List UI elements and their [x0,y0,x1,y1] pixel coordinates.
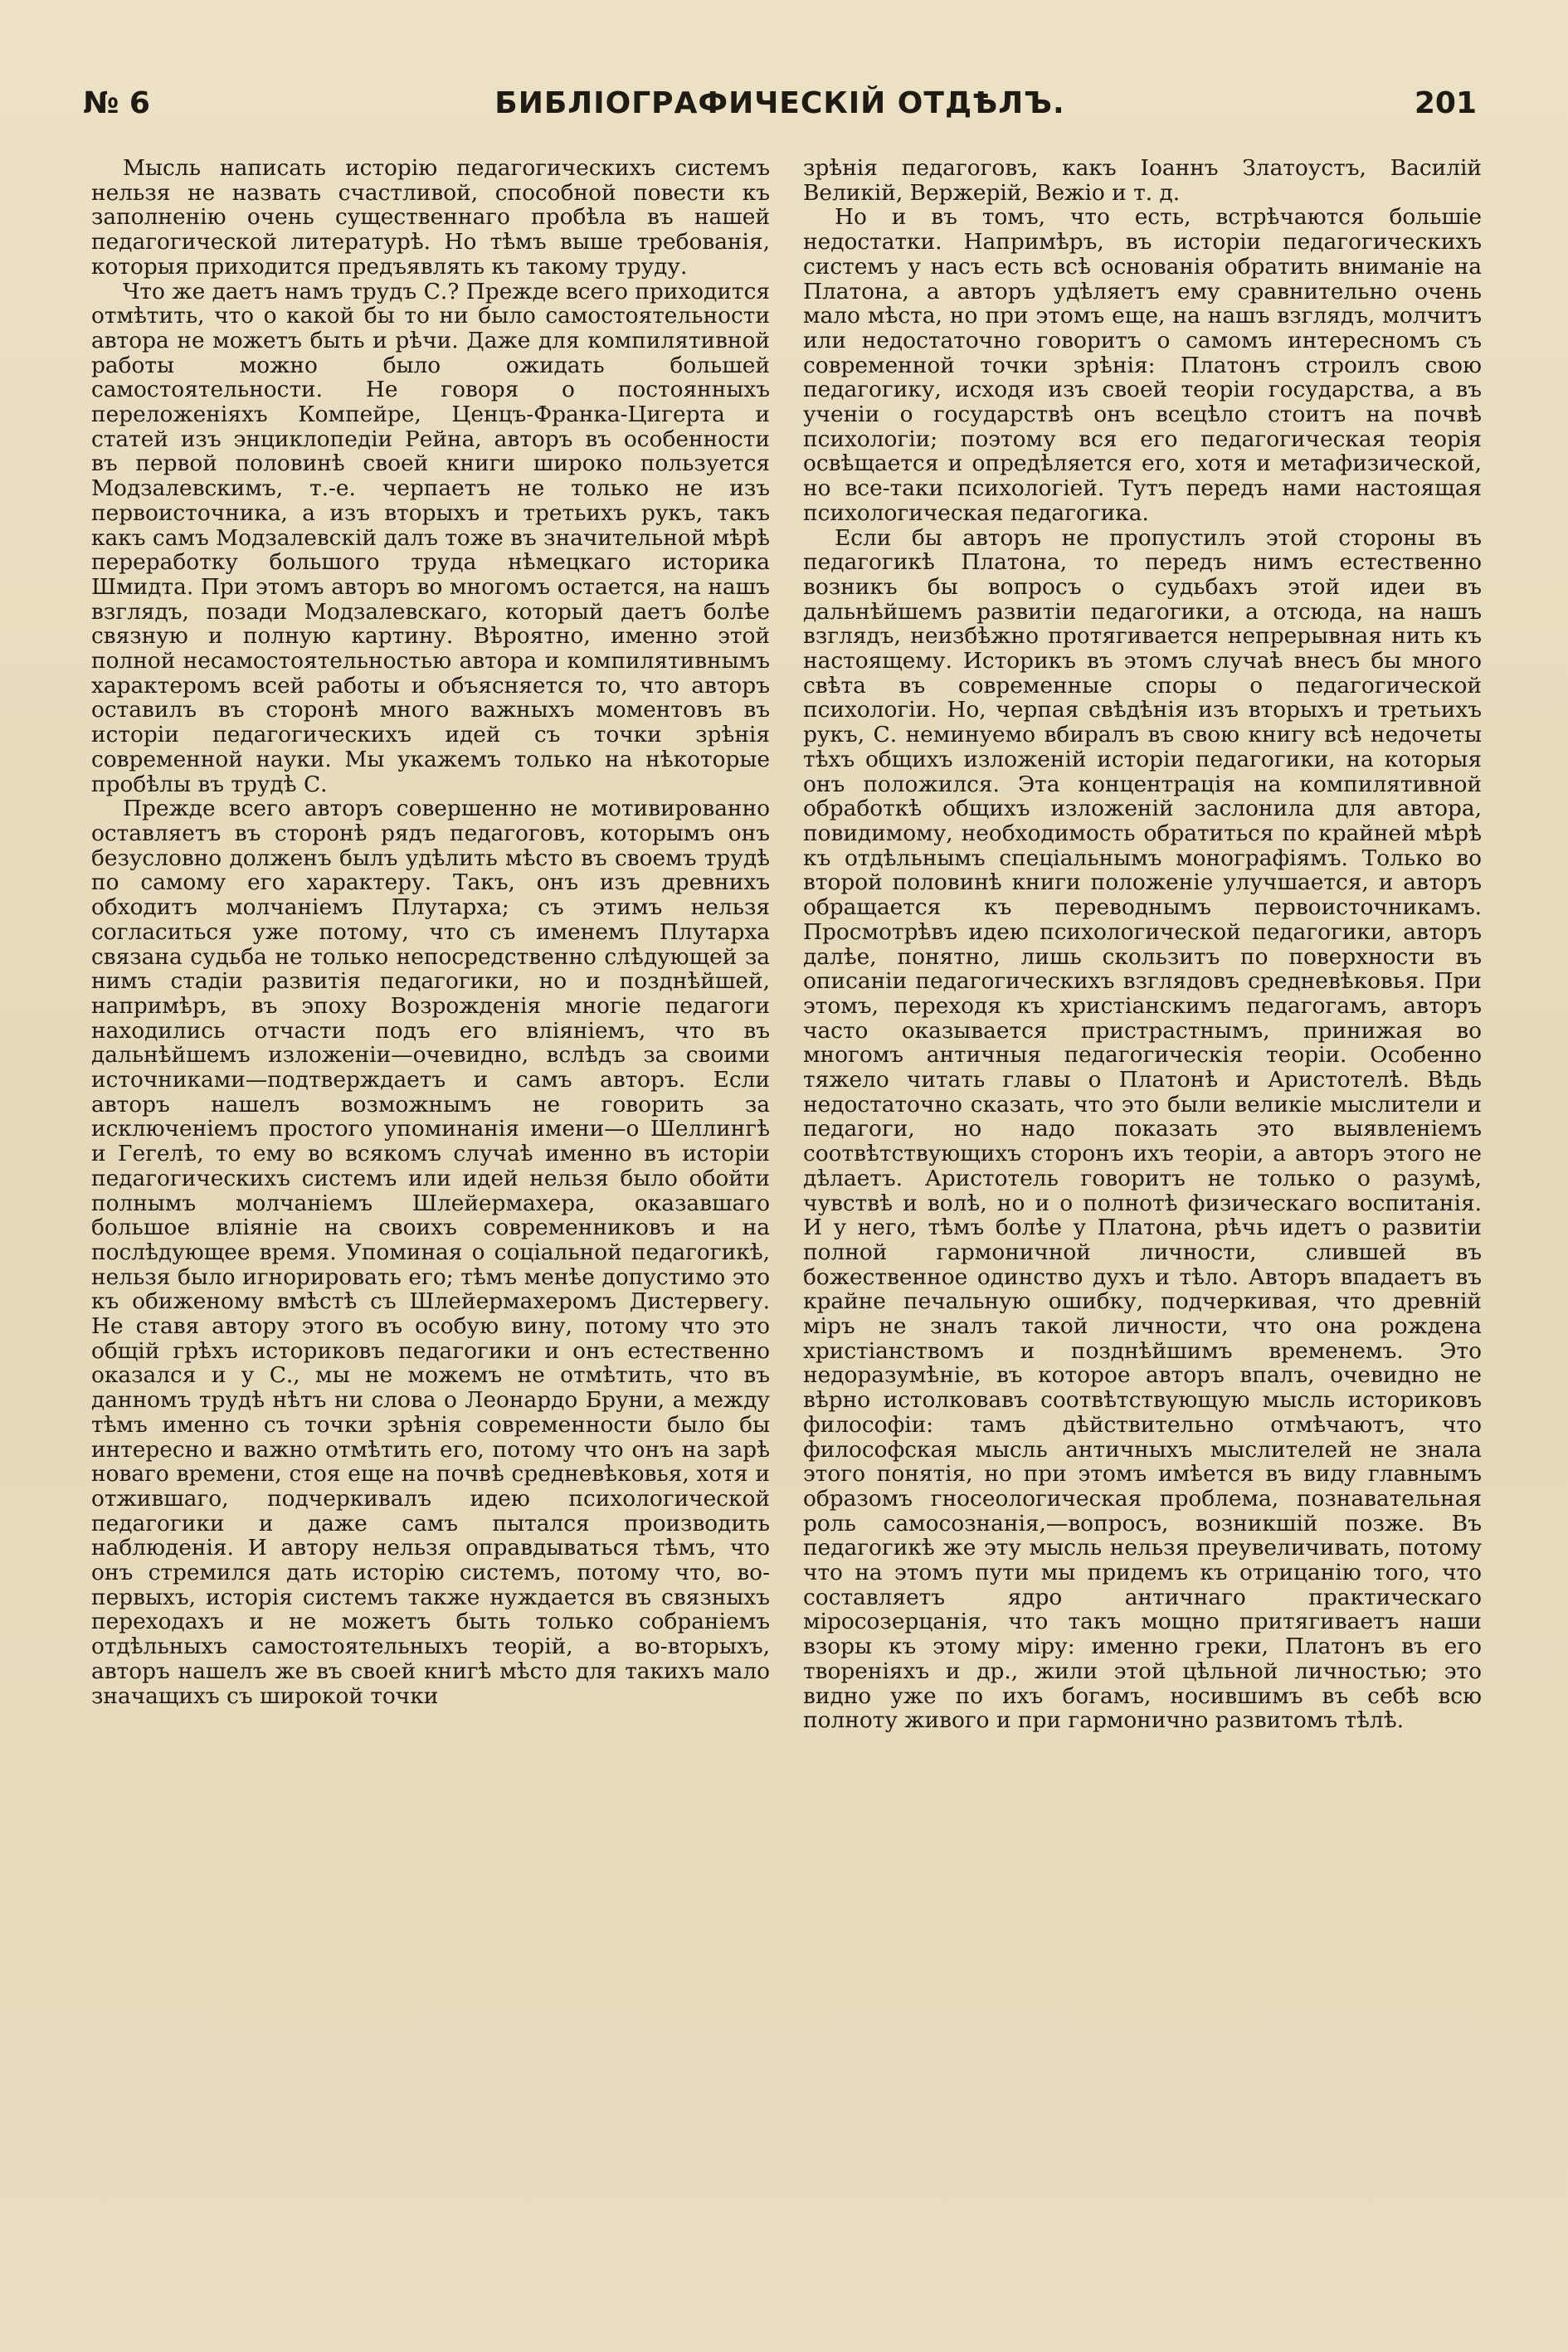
paragraph: Прежде всего авторъ совершенно не мотивированно оставляетъ въ сторонѣ рядъ педагоговъ, которымъ онъ безусловно долженъ былъ удѣлить мѣсто въ своемъ трудѣ по самому его характеру. Такъ, онъ изъ древнихъ обходитъ молчаніемъ Плутарха; съ этимъ нельзя согласиться уже потому, что съ именемъ Плутарха связана судьба не только непосредственно слѣдующей за нимъ стадіи развитія педагогики, но и позднѣйшей, напримѣръ, въ эпоху Возрожденія многіе педагоги находились отчасти подъ его вліяніемъ, что въ дальнѣйшемъ изложеніи—очевидно, вслѣдъ за своими источниками—подтверждаетъ и самъ авторъ. Если авторъ нашелъ возможнымъ не говорить за исключеніемъ простого упоминанія имени—о Шеллингѣ и Гегелѣ, то ему во всякомъ случаѣ именно въ исторіи педагогическихъ системъ или идей нельзя было обойти полнымъ молчаніемъ Шлейермахера, оказавшаго большое вліяніе на своихъ современниковъ и на послѣдующее время. Упоминая о соціальной педагогикѣ, нельзя было игнорировать его; тѣмъ менѣе допустимо это къ обиженому вмѣстѣ съ Шлейермахеромъ Дистервегу. Не ставя автору этого въ особую вину, потому что это общій грѣхъ историковъ педагогики и онъ естественно оказался и у С., мы не можемъ не отмѣтить, что въ данномъ трудѣ нѣтъ ни слова о Леонардо Бруни, а между тѣмъ именно съ точки зрѣнія современности было бы интересно и важно отмѣтить его, потому что онъ на зарѣ новаго времени, стоя еще на почвѣ средневѣковья, хотя и отжившаго, подчеркивалъ идею психологической педагогики и даже самъ пытался производить наблюденія. И автору нельзя оправдываться тѣмъ, что онъ стремился дать исторію системъ, потому что, во-первыхъ, исторія системъ также нуждается въ связныхъ переходахъ и не можетъ быть только собраніемъ отдѣльныхъ самостоятельныхъ теорій, а во-вторыхъ, авторъ нашелъ же въ своей книгѣ мѣсто для такихъ мало значащихъ съ широкой точки [91,796,770,1709]
section-title: БИБЛІОГРАФИЧЕСКІЙ ОТДѢЛЪ. [494,86,1065,120]
paragraph: зрѣнія педагоговъ, какъ Іоаннъ Златоустъ, Василій Великій, Вержерій, Вежіо и т. д. [803,155,1482,206]
paragraph: Но и въ томъ, что есть, встрѣчаются большіе недостатки. Напримѣръ, въ исторіи педагогическихъ системъ у насъ есть всѣ основанія обратить вниманіе на Платона, а авторъ удѣляетъ ему сравнительно очень мало мѣста, но при этомъ еще, на нашъ взглядъ, молчитъ или недостаточно говоритъ о самомъ интересномъ съ современной точки зрѣнія: Платонъ строилъ свою педагогику, исходя изъ своей теоріи государства, а въ ученіи о государствѣ онъ всецѣло стоитъ на почвѣ психологіи; поэтому вся его педагогическая теорія освѣщается и опредѣляется его, хотя и метафизической, но все-таки психологіей. Тутъ передъ нами настоящая психологическая педагогика. [803,204,1482,526]
issue-number: № 6 [83,86,150,120]
left-column [91,156,770,1708]
right-column [803,156,1482,1733]
paragraph: Что же даетъ намъ трудъ С.? Прежде всего приходится отмѣтить, что о какой бы то ни было самостоятельности автора не можетъ быть и рѣчи. Даже для компилятивной работы можно было ожидать большей самостоятельности. Не говоря о постоянныхъ переложеніяхъ Компейре, Ценцъ-Франка-Цигерта и статей изъ энциклопедіи Рейна, авторъ въ особенности въ первой половинѣ своей книги широко пользуется Модзалевскимъ, т.-е. черпаетъ не только не изъ первоисточника, а изъ вторыхъ и третьихъ рукъ, такъ какъ самъ Модзалевскій далъ тоже въ значительной мѣрѣ переработку большого труда нѣмецкаго историка Шмидта. При этомъ авторъ во многомъ остается, на нашъ взглядъ, позади Модзалевскаго, который даетъ болѣе связную и полную картину. Вѣроятно, именно этой полной несамостоятельностью автора и компилятивнымъ характеромъ всей работы и объясняется то, что авторъ оставилъ въ сторонѣ много важныхъ моментовъ въ исторіи педагогическихъ идей съ точки зрѣнія современной науки. Мы укажемъ только на нѣкоторые пробѣлы въ трудѣ С. [91,278,770,797]
paragraph: Мысль написать исторію педагогическихъ системъ нельзя не назвать счастливой, способной повести къ заполненію очень существеннаго пробѣла въ нашей педагогической литературѣ. Но тѣмъ выше требованія, которыя приходится предъявлять къ такому труду. [91,155,770,280]
running-header [83,86,1477,128]
paragraph: Если бы авторъ не пропустилъ этой стороны въ педагогикѣ Платона, то передъ нимъ естественно возникъ бы вопросъ о судьбахъ этой идеи въ дальнѣйшемъ развитіи педагогики, а отсюда, на нашъ взглядъ, неизбѣжно протягивается непрерывная нить къ настоящему. Историкъ въ этомъ случаѣ внесъ бы много свѣта въ современные споры о педагогической психологіи. Но, черпая свѣдѣнія изъ вторыхъ и третьихъ рукъ, С. неминуемо вбиралъ въ свою книгу всѣ недочеты тѣхъ общихъ изложеній исторіи педагогики, на которыя онъ положился. Эта концентрація на компилятивной обработкѣ общихъ изложеній заслонила для автора, повидимому, необходимость обратиться по крайней мѣрѣ къ отдѣльнымъ спеціальнымъ монографіямъ. Только во второй половинѣ книги положеніе улучшается, и авторъ обращается къ переводнымъ первоисточникамъ. Просмотрѣвъ идею психологической педагогики, авторъ далѣе, понятно, лишь скользитъ по поверхности въ описаніи педагогическихъ взглядовъ средневѣковья. При этомъ, переходя къ христіанскимъ педагогамъ, авторъ часто оказывается пристрастнымъ, принижая во многомъ античныя педагогическія теоріи. Особенно тяжело читать главы о Платонѣ и Аристотелѣ. Вѣдь недостаточно сказать, что это были великіе мыслители и педагоги, но надо показать это выявленіемъ соотвѣтствующихъ сторонъ ихъ теоріи, а авторъ этого не дѣлаетъ. Аристотель говоритъ не только о разумѣ, чувствѣ и волѣ, но и о полнотѣ физическаго воспитанія. И у него, тѣмъ болѣе у Платона, рѣчь идетъ о развитіи полной гармоничной личности, слившей въ божественное одинство духъ и тѣло. Авторъ впадаетъ въ крайне печальную ошибку, подчеркивая, что древній міръ не зналъ такой личности, что она рождена христіанствомъ и позднѣйшимъ временемъ. Это недоразумѣніе, въ которое авторъ впалъ, очевидно не вѣрно истолковавъ соотвѣтствующую мысль историковъ философіи: тамъ дѣйствительно отмѣчаютъ, что философская мысль античныхъ мыслителей не знала этого понятія, но при этомъ имѣется въ виду главнымъ образомъ гносеологическая проблема, познавательная роль самосознанія,—вопросъ, возникшій позже. Въ педагогикѣ же эту мысль нельзя преувеличивать, потому что на этомъ пути мы придемъ къ отрицанію того, что составляетъ ядро античнаго практическаго міросозерцанія, что такъ мощно притягиваетъ наши взоры къ этому міру: именно греки, Платонъ въ его твореніяхъ и др., жили этой цѣльной личностью; это видно уже по ихъ богамъ, носившимъ въ себѣ всю полноту живого и при гармонично развитомъ тѣлѣ. [803,524,1482,1734]
page-number: 201 [1414,86,1477,120]
